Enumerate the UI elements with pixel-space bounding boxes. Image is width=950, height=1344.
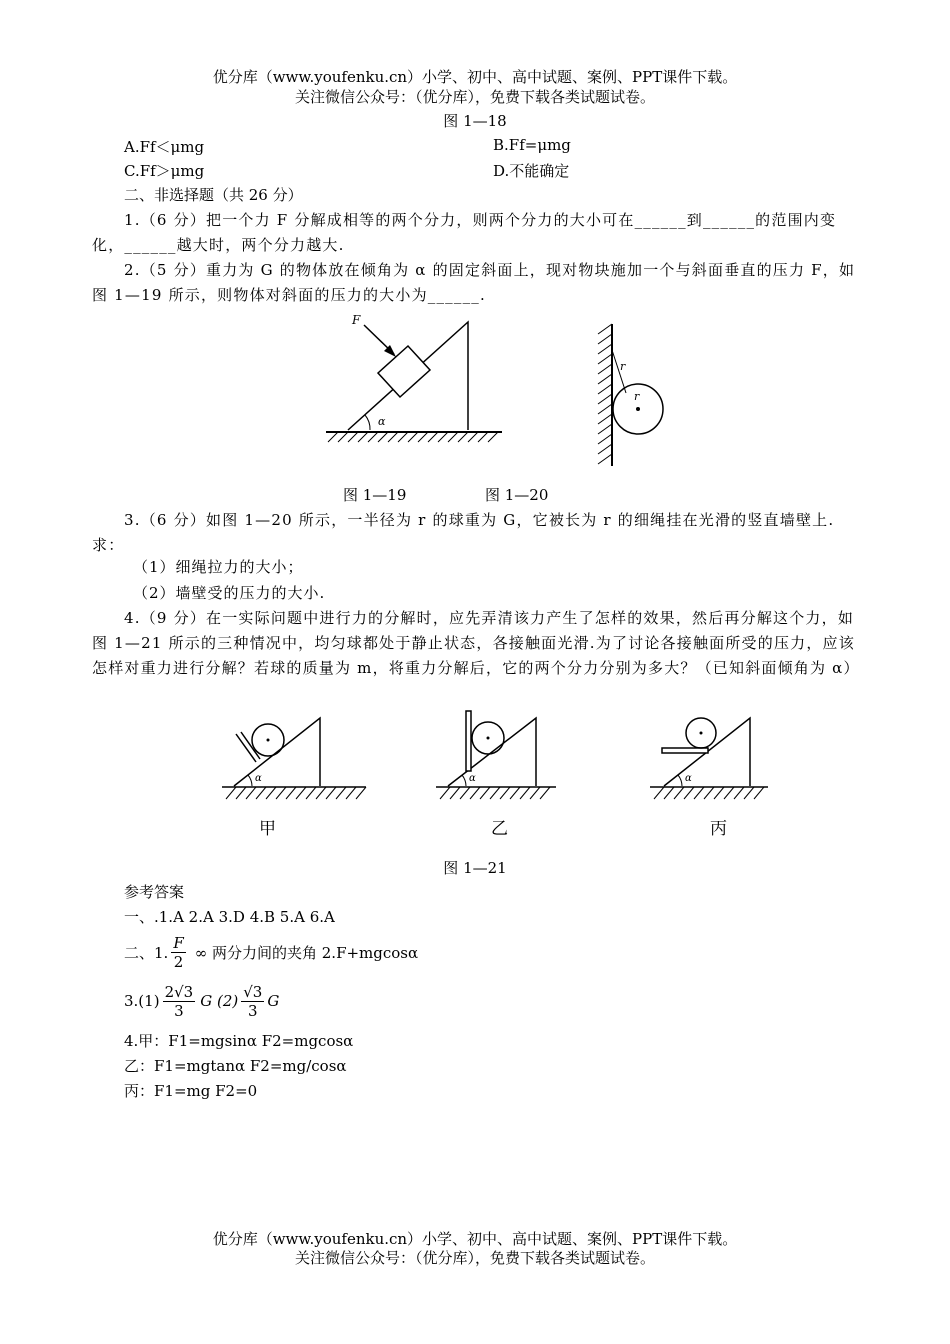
footer-line-2: 关注微信公众号：（优分库），免费下载各类试题试卷。 [294, 1249, 655, 1267]
answers-part-2 [124, 930, 418, 974]
figure-1-21-bing [646, 710, 772, 802]
question-2: 2.（5 分）重力为 G 的物体放在倾角为 α 的固定斜面上，现对物块施加一个与斜面垂直的压力 F，如图 1—19 所示，则物体对斜面的压力的大小为______. [92, 261, 856, 304]
fraction-root3-over-3 [241, 983, 264, 1020]
answers-part-2-rest: ∞ 两分力间的夹角 2.F+mgcosα [194, 943, 419, 962]
answers-part-2-prefix: 二、1. [124, 943, 169, 962]
choice-a: A.Ff＜μmg [124, 138, 205, 156]
figure-1-21-jia [218, 710, 370, 802]
figure-caption-1-19: 图 1—19 [343, 486, 407, 504]
fraction-f-over-2 [171, 934, 185, 971]
choice-b: B.Ff=μmg [493, 136, 571, 154]
fraction-numerator: F [173, 933, 184, 952]
figure-caption-1-21: 图 1—21 [443, 859, 507, 877]
choice-d: D.不能确定 [493, 162, 570, 180]
header-line-1: 优分库（www.youfenku.cn）小学、初中、高中试题、案例、PPT课件下载。 [212, 68, 738, 86]
fig21-yi-alpha: α [469, 773, 476, 784]
answers-q3-mid: G (2) [200, 992, 239, 1010]
figure-caption-1-20: 图 1—20 [485, 486, 549, 504]
choice-c: C.Ff＞μmg [124, 162, 205, 180]
figure-1-21-label-jia: 甲 [259, 819, 276, 838]
section-2-title: 二、非选择题（共 26 分） [124, 186, 303, 204]
fraction-denominator: 3 [174, 1001, 184, 1020]
fraction-denominator: 3 [248, 1001, 258, 1020]
figure-1-21-label-bing: 丙 [710, 819, 727, 838]
fig19-force-label: F [352, 313, 361, 327]
answers-q4-bing: 丙：F1=mg F2=0 [124, 1082, 258, 1100]
answers-q4-yi: 乙：F1=mgtanα F2=mg/cosα [124, 1057, 347, 1075]
header-line-2: 关注微信公众号：（优分库），免费下载各类试题试卷。 [294, 88, 655, 106]
answers-q3-end: G [267, 992, 280, 1010]
fraction-numerator: √3 [243, 982, 263, 1001]
question-1: 1.（6 分）把一个力 F 分解成相等的两个分力，则两个分力的大小可在______到______的范围内变化，______越大时，两个分力越大. [92, 211, 837, 254]
fig21-jia-alpha: α [255, 773, 262, 784]
fraction-denominator: 2 [173, 952, 184, 971]
footer-line-1: 优分库（www.youfenku.cn）小学、初中、高中试题、案例、PPT课件下载。 [212, 1230, 738, 1248]
question-3: 3.（6 分）如图 1—20 所示，一半径为 r 的球重为 G，它被长为 r 的细绳挂在光滑的竖直墙壁上.求： [92, 511, 835, 554]
fig19-alpha-label: α [378, 415, 386, 428]
figure-1-21-yi [432, 706, 562, 802]
answers-title: 参考答案 [124, 883, 185, 901]
answers-q4-jia: 4.甲：F1=mgsinα F2=mgcosα [124, 1032, 354, 1050]
answers-question-3 [124, 978, 279, 1024]
answers-q3-prefix: 3.(1) [124, 992, 160, 1010]
fig21-bing-alpha: α [685, 773, 692, 784]
question-3-part-1: （1）细绳拉力的大小； [133, 558, 304, 576]
fraction-numerator: 2√3 [164, 982, 194, 1001]
fig20-radius-label: r [634, 390, 640, 403]
fraction-2root3-over-3 [163, 983, 196, 1020]
question-3-part-2: （2）墙壁受的压力的大小. [133, 584, 326, 602]
answers-part-1: 一、.1.A 2.A 3.D 4.B 5.A 6.A [124, 908, 335, 926]
figure-1-21-label-yi: 乙 [491, 819, 508, 838]
fig20-rope-label: r [620, 360, 626, 373]
figure-1-19 [320, 310, 510, 450]
figure-caption-1-18: 图 1—18 [443, 112, 507, 130]
question-4: 4.（9 分）在一实际问题中进行力的分解时，应先弄清该力产生了怎样的效果，然后再分解这个力，如图 1—21 所示的三种情况中，均匀球都处于静止状态，各接触面光滑.为了讨论各接触面所受的压力，应该怎样对重力进行分解？若球的质量为 m，将重力分解后，它的两个分力分别为多大？（已知斜面倾角为 α） [92, 609, 860, 677]
figure-1-20 [590, 320, 680, 470]
